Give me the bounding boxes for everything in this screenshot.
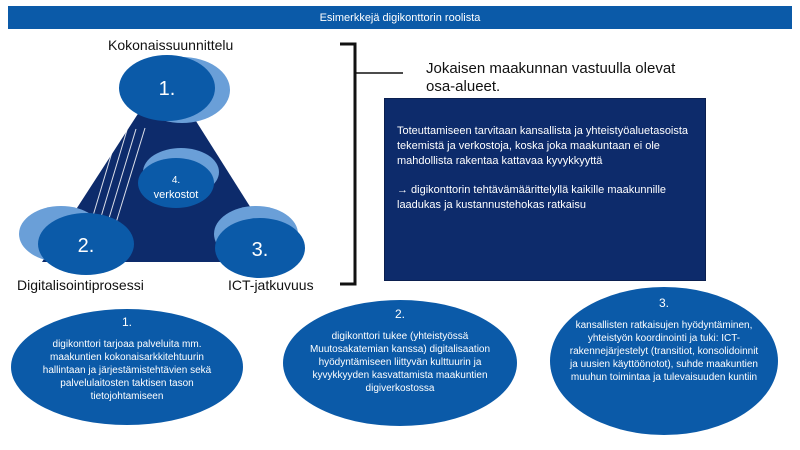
heading	[426, 60, 675, 96]
bottom-item-3	[567, 297, 761, 384]
label-digitalisointiprosessi: Digitalisointiprosessi	[17, 277, 144, 293]
heading-line-2: osa-alueet.	[426, 78, 501, 95]
title-text: Esimerkkejä digikonttorin roolista	[319, 11, 481, 24]
label-ict-jatkuvuus: ICT-jatkuvuus	[228, 277, 314, 293]
circle-4-text: verkostot	[153, 189, 199, 201]
label-kokonaissuunnittelu: Kokonaissuunnittelu	[108, 37, 234, 53]
bottom-item-1-number: 1.	[121, 315, 132, 329]
info-box	[384, 98, 706, 281]
bracket	[340, 44, 355, 284]
bottom-item-1-text: digikonttori tarjoaa palveluita mm. maakuntien kokonaisarkkitehtuurin hallintaan ja järjestämistehtävien sekä palvelulaitosten taktisen tason tietojohtamiseen	[42, 339, 212, 402]
bottom-item-1	[37, 316, 217, 403]
bottom-item-3-text: kansallisten ratkaisujen hyödyntäminen, yhteistyön koordinointi ja tuki: ICT-rakennejärjestelyt (transitiot, konsolidoinnit ja uusien käyttöönotot), suhde maakuntien muuhun toimintaa ja tulevaisuuden kuntiin	[569, 320, 759, 383]
circle-2-label: 2.	[77, 235, 95, 257]
info-paragraph-1: Toteuttamiseen tarvitaan kansallista ja yhteistyöaluetasoista tekemistä ja verkostoja, koska joka maakuntaan ei ole mahdollista rakentaa kattavaa kyvykkyyttä	[397, 125, 689, 167]
heading-line-1: Jokaisen maakunnan vastuulla olevat	[426, 60, 676, 77]
bottom-item-3-number: 3.	[658, 296, 669, 310]
circle-3-label: 3.	[251, 239, 269, 261]
bottom-item-2-text: digikonttori tukee (yhteistyössä Muutosakatemian kanssa) digitalisaation hyödyntämiseen liittyvän kulttuurin ja kyvykkyyden kasvattamista maakuntien digiverkostossa	[309, 331, 491, 394]
bottom-item-2	[306, 308, 494, 395]
circle-4-number: 4.	[171, 175, 181, 186]
circle-1-label: 1.	[158, 78, 176, 100]
bottom-item-2-number: 2.	[394, 307, 405, 321]
info-paragraph-2: → digikonttorin tehtävämäärittelyllä kaikille maakunnille laadukas ja kustannustehokas ratkaisu	[397, 184, 667, 211]
